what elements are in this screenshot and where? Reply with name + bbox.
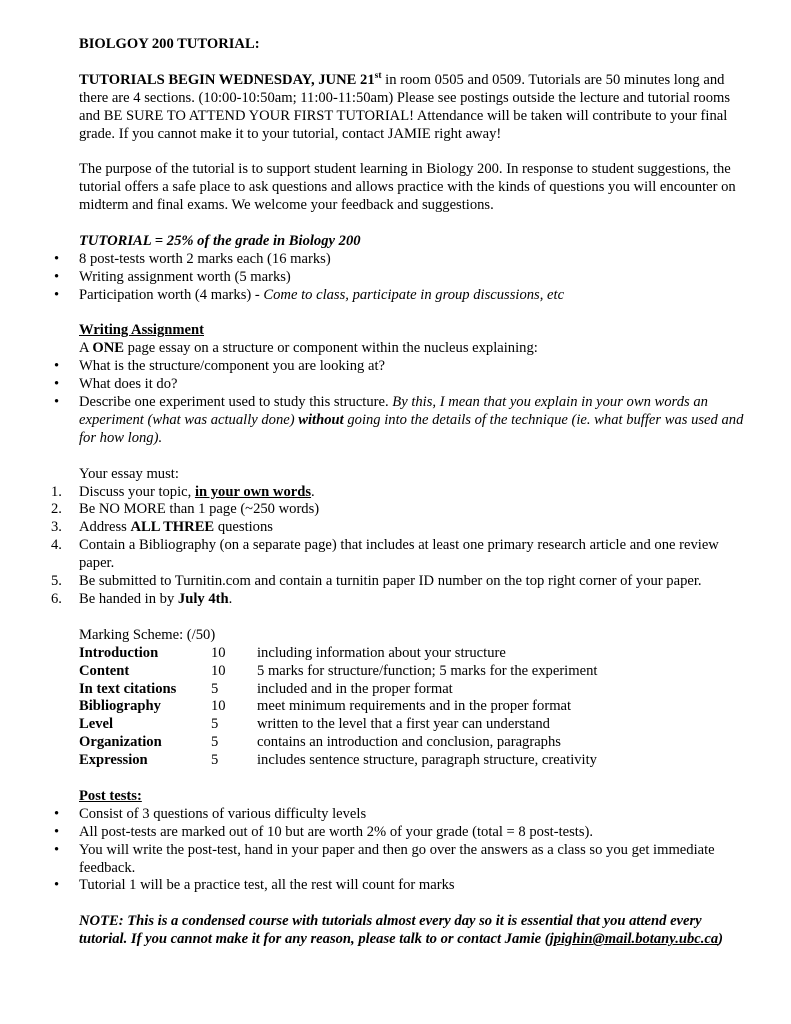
bullet-mark: • bbox=[54, 250, 60, 267]
bullet-mark: • bbox=[54, 394, 60, 411]
list-item: 3. Address ALL THREE questions bbox=[51, 519, 273, 536]
writing-questions bbox=[54, 358, 749, 448]
list-item: • What does it do? bbox=[54, 376, 178, 393]
list-item: • Participation worth (4 marks) - Come to class, participate in group discussions, etc bbox=[54, 286, 565, 303]
list-item: • You will write the post-test, hand in your paper and then go over the answers as a class so you get immediate feedback. bbox=[54, 841, 715, 876]
bullet-mark: • bbox=[54, 805, 60, 822]
list-item: • Writing assignment worth (5 marks) bbox=[54, 268, 291, 285]
list-item: 4. Contain a Bibliography (on a separate page) that includes at least one primary research article and one review paper. bbox=[51, 537, 719, 572]
grade-list bbox=[54, 250, 749, 305]
list-item: • All post-tests are marked out of 10 but are worth 2% of your grade (total = 8 post-tests). bbox=[54, 823, 594, 840]
essay-lead: Your essay must: bbox=[79, 465, 179, 482]
table-row: Organization 5 contains an introduction and conclusion, paragraphs bbox=[79, 734, 561, 751]
post-tests-heading: Post tests: bbox=[79, 787, 142, 804]
writing-heading: Writing Assignment bbox=[79, 322, 205, 339]
marking-heading: Marking Scheme: (/50) bbox=[79, 626, 216, 643]
bullet-mark: • bbox=[54, 841, 60, 858]
list-item: 2. Be NO MORE than 1 page (~250 words) bbox=[51, 501, 320, 518]
list-item: 5. Be submitted to Turnitin.com and contain a turnitin paper ID number on the top right corner of your paper. bbox=[51, 573, 702, 590]
document-page bbox=[51, 36, 749, 949]
list-item: • 8 post-tests worth 2 marks each (16 marks) bbox=[54, 250, 331, 267]
writing-lead: A ONE page essay on a structure or component within the nucleus explaining: bbox=[79, 340, 538, 357]
bullet-mark: • bbox=[54, 268, 60, 285]
intro-body: in room 0505 and 0509. Tutorials are 50 minutes long and there are 4 sections. (10:00-10:50am; 11:00-11:50am) Please see postings outside the lecture and tutorial rooms and BE SURE TO ATTEND YOUR FIRST TUTORIAL! Attendance will be taken will contribute to your final grade. If you cannot make it to your tutorial, contact JAMIE right away! bbox=[79, 71, 731, 142]
bullet-mark: • bbox=[54, 823, 60, 840]
table-row: Introduction 10 including information about your structure bbox=[79, 644, 506, 661]
list-item: 6. Be handed in by July 4th. bbox=[51, 591, 233, 608]
intro-heading-sup: st bbox=[374, 70, 382, 81]
note-paragraph: NOTE: This is a condensed course with tutorials almost every day so it is essential that you attend every tutorial. If you cannot make it for any reason, please talk to or contact Jamie (jpighin@mail.botany.ubc.ca) bbox=[79, 913, 724, 948]
table-row: Bibliography 10 meet minimum requirements and in the proper format bbox=[79, 698, 572, 715]
grade-heading: TUTORIAL = 25% of the grade in Biology 200 bbox=[79, 232, 361, 249]
document-title: BIOLGOY 200 TUTORIAL: bbox=[79, 36, 260, 52]
list-item: • Describe one experiment used to study this structure. By this, I mean that you explain in your own words an experiment (what was actually done) without going into the details of the technique (ie. what buffer was used and for how long). bbox=[54, 394, 744, 446]
bullet-mark: • bbox=[54, 376, 60, 393]
bullet-mark: • bbox=[54, 358, 60, 375]
marking-table bbox=[79, 645, 749, 770]
intro-heading: TUTORIALS BEGIN WEDNESDAY, JUNE 21 bbox=[79, 71, 375, 88]
list-item: 1. Discuss your topic, in your own words. bbox=[51, 483, 315, 500]
list-item: • Tutorial 1 will be a practice test, all the rest will count for marks bbox=[54, 877, 455, 894]
contact-email-link[interactable]: jpighin@mail.botany.ubc.ca bbox=[549, 931, 719, 948]
list-item: • What is the structure/component you are looking at? bbox=[54, 358, 385, 375]
bullet-mark: • bbox=[54, 286, 60, 303]
table-row: Content 10 5 marks for structure/function; 5 marks for the experiment bbox=[79, 662, 598, 679]
table-row: Level 5 written to the level that a first year can understand bbox=[79, 716, 550, 733]
post-tests-list bbox=[54, 805, 749, 896]
purpose-paragraph: The purpose of the tutorial is to support student learning in Biology 200. In response to student suggestions, the tutorial offers a safe place to ask questions and allows practice with the kinds of questions you will encounter on midterm and final exams. We welcome your feedback and suggestions. bbox=[79, 161, 736, 214]
intro-paragraph bbox=[79, 72, 749, 144]
essay-requirements bbox=[51, 483, 749, 609]
table-row: Expression 5 includes sentence structure, paragraph structure, creativity bbox=[79, 752, 597, 769]
list-item: • Consist of 3 questions of various difficulty levels bbox=[54, 805, 367, 822]
table-row: In text citations 5 included and in the proper format bbox=[79, 680, 453, 697]
bullet-mark: • bbox=[54, 877, 60, 894]
